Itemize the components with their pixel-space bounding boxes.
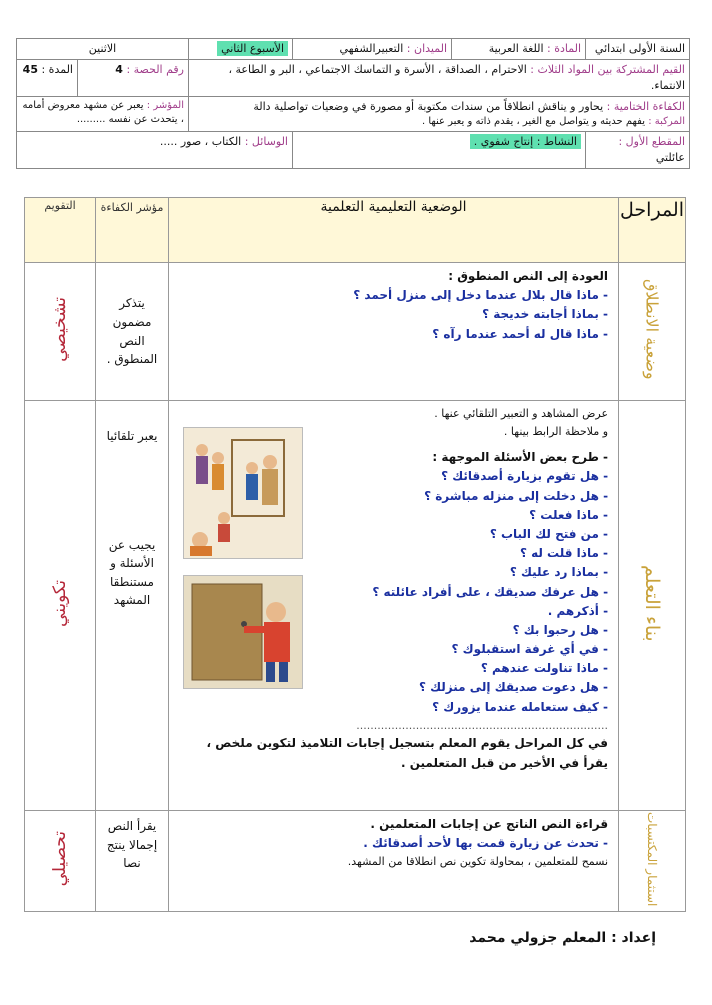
values-cell: القيم المشتركة بين المواد الثلاث : الاحترام ، الصداقة ، الأسرة و التماسك الاجتماعي ، البر و الطاعة ، الانتماء.	[189, 59, 690, 96]
session-cell: رقم الحصة : 4	[78, 59, 189, 96]
unit-cell: المقطع الأول : عائلتي	[586, 132, 690, 169]
prepared-by: إعداد : المعلم جزولي محمد	[469, 930, 656, 946]
indicator-cell-invest: يقرأ النص إجمالا ينتج نصا	[96, 811, 169, 912]
scene-images	[183, 427, 303, 689]
indicators-header: مؤشر الكفاءة	[96, 198, 169, 263]
eval-cell-summative: تحصيلي	[25, 811, 96, 912]
lesson-table	[24, 197, 686, 912]
scene-image-door	[183, 427, 303, 559]
situation-cell-launch: العودة إلى النص المنطوق : - ماذا قال بلال عندما دخل إلى منزل أحمد ؟ - بماذا أجابته خديجة ؟ - ماذا قال له أحمد عندما رآه ؟	[169, 263, 619, 401]
eval-cell-formative: تكويني	[25, 401, 96, 811]
situation-cell-invest: قراءة النص الناتج عن إجابات المتعلمين . - تحدث عن زيارة قمت بها لأحد أصدقائك . نسمح للمتعلمين ، بمحاولة تكوين نص انطلاقا من المشهد.	[169, 811, 619, 912]
duration-cell: المدة : 45	[17, 59, 78, 96]
scene-image-knock	[183, 575, 303, 689]
situation-cell-build: عرض المشاهد و التعبير التلقائي عنها . و ملاحظة الرابط بينها . - طرح بعض الأسئلة الموجهة : - هل تقوم بزيارة أصدقائك ؟ - هل دخلت إلى منزله مباشرة ؟ - ماذا فعلت ؟ - من فتح لك الباب ؟ - ماذا قلت له ؟ - بماذا رد عليك ؟ - هل عرفك صديقك ، على أفراد عائلته ؟ - أذكرهم . - هل رحبوا بك ؟ - في أي غرفة استقبلوك ؟ - ماذا تناولت عندهم ؟ - هل دعوت صديقك إلى منزلك ؟ - كيف ستعامله عندما يزورك ؟ ........................................................................ في كل المراحل يقوم المعلم بتسجيل إجابات التلاميذ لتكوين ملخص ، يقرأ في الأخير من قبل المتعلمين .	[169, 401, 619, 811]
tools-cell: الوسائل : الكتاب ، صور .....	[17, 132, 293, 169]
stage-cell-build: بناء التعلم	[619, 401, 686, 811]
subject-cell: المادة : اللغة العربية	[452, 39, 586, 60]
week-cell: الأسبوع الثاني	[189, 39, 293, 60]
eval-cell-diagnostic: تشخيصي	[25, 263, 96, 401]
indicator-cell: المؤشر : يعبر عن مشهد معروض أمامه ، يتحدث عن نفسه .........	[17, 96, 189, 131]
activity-cell: النشاط : إنتاج شفوي .	[293, 132, 586, 169]
stage-cell-invest: استثمار المكتسبات	[619, 811, 686, 912]
situation-header: الوضعية التعليمية التعلمية	[169, 198, 619, 263]
indicator-cell-build: يعبر تلقائيا يجيب عن الأسئلة و مستنطقا المشهد	[96, 401, 169, 811]
knocking-boy-illustration	[184, 576, 302, 688]
header-info-table	[16, 38, 690, 169]
stage-cell-launch: وضعية الانطلاق	[619, 263, 686, 401]
final-competence-cell: الكفاءة الختامية : يحاور و يناقش انطلاقاً من سندات مكتوبة أو مصورة في وضعيات تواصلية دالة المركبة : يفهم حديثه و يتواصل مع الغير ، يقدم ذاته و يعبر عنها .	[189, 96, 690, 131]
indicator-cell-launch: يتذكر مضمون النص المنطوق .	[96, 263, 169, 401]
day-cell: الاثنين	[17, 39, 189, 60]
field-cell: الميدان : التعبيرالشفهي	[293, 39, 452, 60]
stages-header: المراحل	[619, 198, 686, 263]
evaluation-header: التقويم	[25, 198, 96, 263]
year-cell: السنة الأولى ابتدائي	[586, 39, 690, 60]
visit-door-illustration	[184, 428, 302, 558]
